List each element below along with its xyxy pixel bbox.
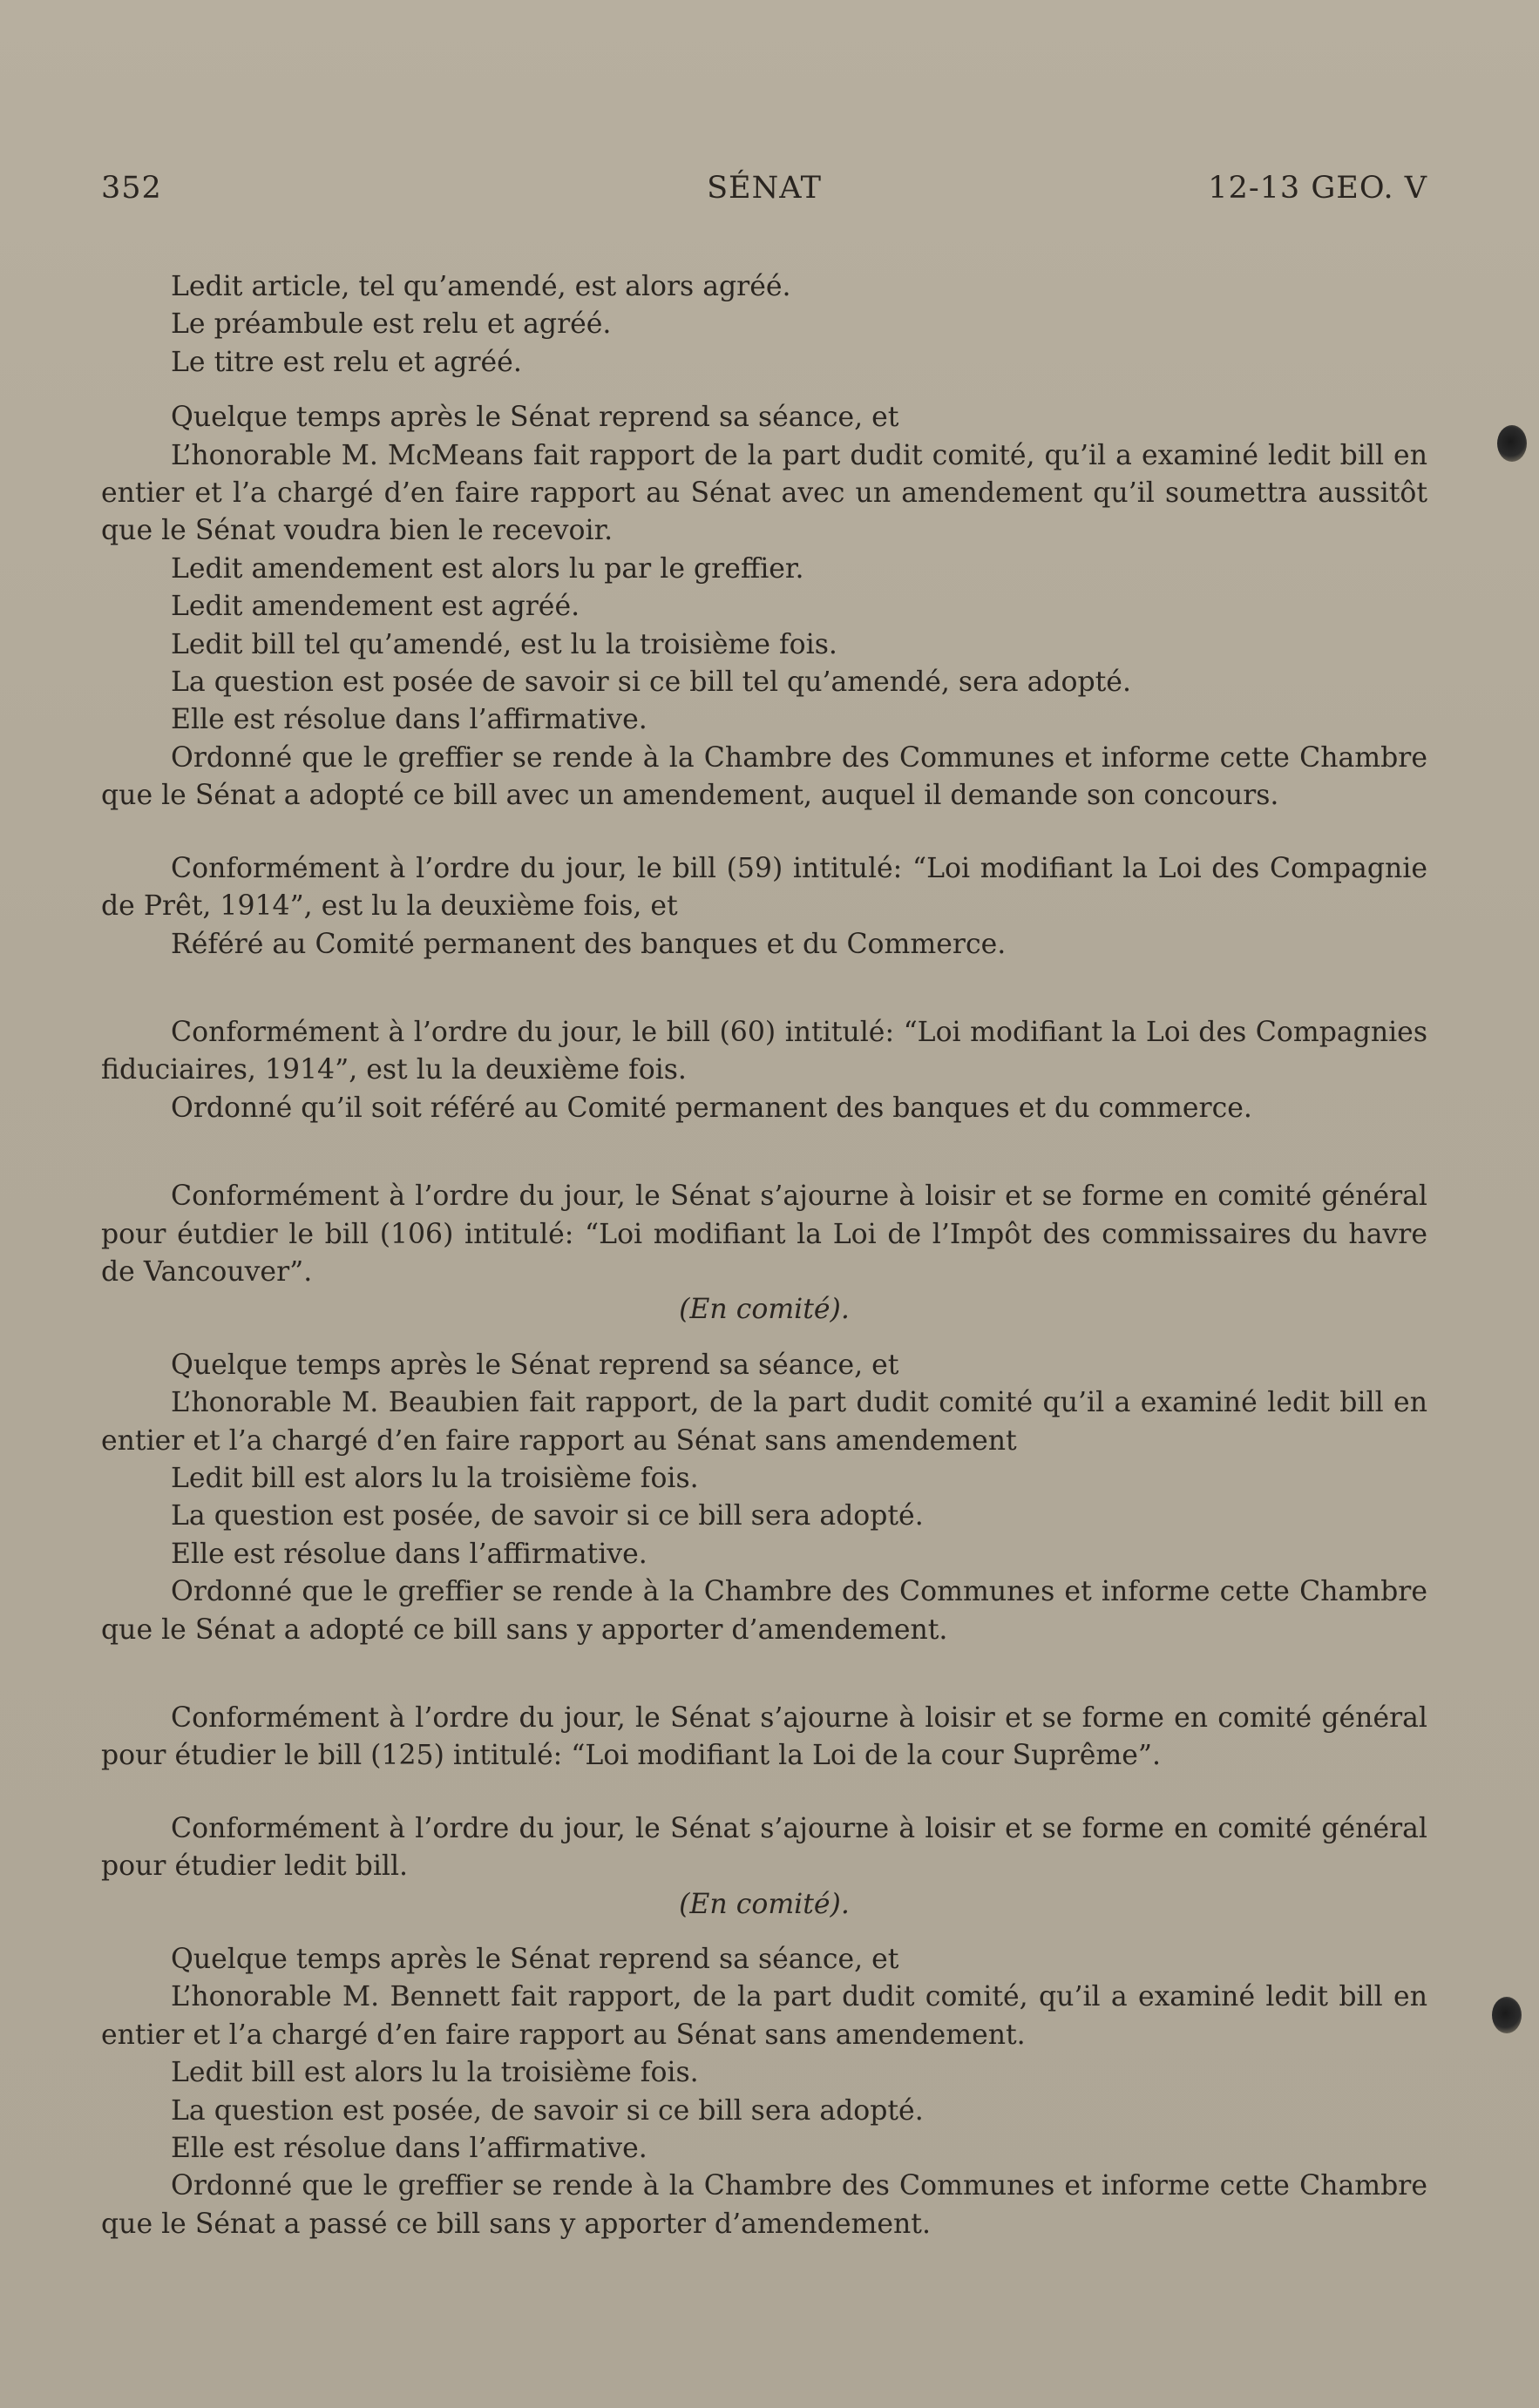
committee-heading [101,1886,1427,1924]
paragraph: Ledit bill est alors lu la troisième fois. [171,2057,699,2089]
paragraph: Ordonné que le greffier se rende à la Chambre des Communes et informe cette Chambre que le Sénat a adopté ce bill avec un amendement, auquel il demande son concours. [101,741,1427,812]
paragraph: La question est posée, de savoir si ce bill sera adopté. [171,2094,924,2127]
paragraph: Ledit bill est alors lu la troisième fois. [171,1462,699,1494]
header-title: SÉNAT [707,171,822,206]
paragraph: Ordonné que le greffier se rende à la Chambre des Communes et informe cette Chambre que le Sénat a passé ce bill sans y apporter d’amendement. [101,2170,1427,2240]
committee-heading [101,1291,1427,1329]
paragraph: Elle est résolue dans l’affirmative. [171,2133,647,2165]
paragraph: Référé au Comité permanent des banques et du Commerce. [171,928,1007,960]
paragraph: Le titre est relu et agréé. [171,346,522,378]
paragraph: Quelque temps après le Sénat reprend sa séance, et [171,1349,899,1381]
paragraph: Conformément à l’ordre du jour, le bill (60) intitulé: “Loi modifiant la Loi des Compagnies fiduciaires, 1914”, est lu la deuxième fois. [101,1016,1427,1086]
paragraph: Ledit amendement est alors lu par le greffier. [171,552,804,585]
paragraph: Conformément à l’ordre du jour, le bill (59) intitulé: “Loi modifiant la Loi des Compagnie de Prêt, 1914”, est lu la deuxième fois, et [101,852,1427,923]
paragraph: Ledit bill tel qu’amendé, est lu la troisième fois. [171,628,837,660]
running-header [101,171,1427,223]
paragraph: Ledit amendement est agréé. [171,591,580,623]
paragraph: La question est posée, de savoir si ce bill sera adopté. [171,1500,924,1532]
paragraph: L’honorable M. Beaubien fait rapport, de la part dudit comité qu’il a examiné ledit bill en entier et l’a chargé d’en faire rapport au Sénat sans amendement [101,1387,1427,1457]
page-number: 352 [101,171,162,206]
body-text [101,268,1427,2243]
paragraph: Quelque temps après le Sénat reprend sa séance, et [171,1944,899,1976]
paragraph: Quelque temps après le Sénat reprend sa séance, et [171,402,899,434]
paragraph: Ordonné que le greffier se rende à la Chambre des Communes et informe cette Chambre que le Sénat a adopté ce bill sans y apporter d’amendement. [101,1576,1427,1646]
committee-heading-text: (En comité). [679,1294,850,1326]
header-volume: 12-13 GEO. V [1208,171,1427,206]
committee-heading-text: (En comité). [679,1888,850,1920]
paragraph: Ordonné qu’il soit référé au Comité permanent des banques et du commerce. [171,1092,1252,1124]
paragraph: Conformément à l’ordre du jour, le Sénat s’ajourne à loisir et se forme en comité général pour éutdier le bill (106) intitulé: “Loi modifiant la Loi de l’Impôt des commissaires du havre de Vancouver”. [101,1180,1427,1288]
document-page [101,171,1427,2243]
paragraph: Conformément à l’ordre du jour, le Sénat s’ajourne à loisir et se forme en comité général pour étudier ledit bill. [101,1812,1427,1883]
paragraph: L’honorable M. Bennett fait rapport, de la part dudit comité, qu’il a examiné ledit bill en entier et l’a chargé d’en faire rapport au Sénat sans amendement. [101,1981,1427,2051]
paragraph: Elle est résolue dans l’affirmative. [171,704,647,736]
paragraph: Conformément à l’ordre du jour, le Sénat s’ajourne à loisir et se forme en comité général pour étudier le bill (125) intitulé: “Loi modifiant la Loi de la cour Suprême”. [101,1702,1427,1772]
paragraph: Ledit article, tel qu’amendé, est alors agréé. [171,271,791,302]
paragraph: Le préambule est relu et agréé. [171,308,612,341]
paragraph: L’honorable M. McMeans fait rapport de la part dudit comité, qu’il a examiné ledit bill en entier et l’a chargé d’en faire rapport au Sénat avec un amendement qu’il soumettra aussitôt que le Sénat voudra bien le recevoir. [101,439,1427,547]
binding-hole-bottom [1492,1997,1522,2033]
paragraph: La question est posée de savoir si ce bill tel qu’amendé, sera adopté. [171,666,1131,699]
binding-hole-top [1497,425,1527,462]
paragraph: Elle est résolue dans l’affirmative. [171,1538,647,1570]
